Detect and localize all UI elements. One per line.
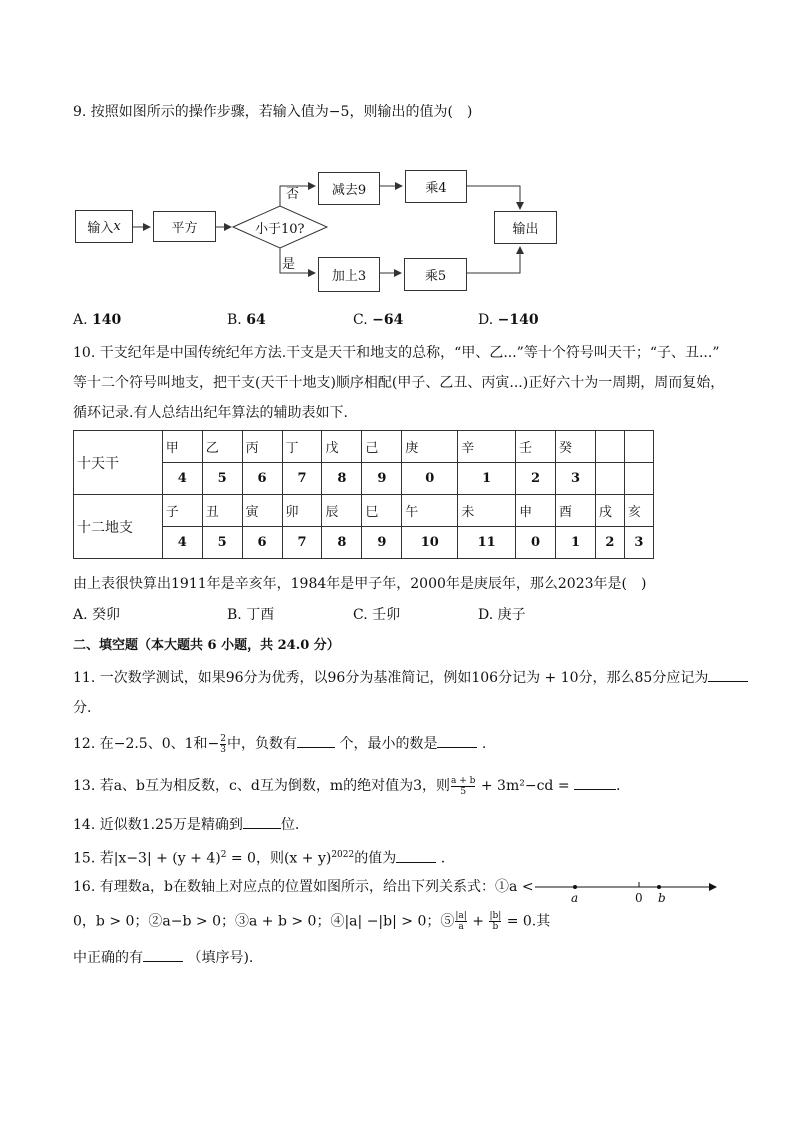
table-cell: 11 xyxy=(458,527,516,559)
table-cell: 壬 xyxy=(516,431,556,463)
q9-option-c: C. −64 xyxy=(353,312,404,328)
table-cell xyxy=(624,463,653,495)
table-cell: 未 xyxy=(458,495,516,527)
flow-input-box xyxy=(75,210,133,243)
flow-square-box xyxy=(153,211,216,242)
table-cell: 9 xyxy=(362,527,402,559)
table-cell: 2 xyxy=(516,463,556,495)
flow-mul4-label: 乘4 xyxy=(425,181,447,196)
q16-line1: 16. 有理数a，b在数轴上对应点的位置如图所示，给出下列关系式：①a < xyxy=(73,879,534,895)
table-cell: 辛 xyxy=(458,431,516,463)
flow-mul4-box xyxy=(405,170,467,203)
q14-line: 14. 近似数1.25万是精确到 位. xyxy=(73,814,299,835)
flow-input-label: 输入 xyxy=(87,221,114,236)
flow-decision-label: 小于10? xyxy=(255,222,305,237)
table-cell xyxy=(624,431,653,463)
table-cell: 巳 xyxy=(362,495,402,527)
axis-label-a: a xyxy=(571,891,579,905)
q12-fraction: $\frac{2}{3}$ xyxy=(220,733,226,755)
flow-square-label: 平方 xyxy=(171,221,198,236)
q16-line3: 中正确的有 （填序号). xyxy=(73,947,253,968)
table-cell: 丙 xyxy=(242,431,282,463)
table-cell: 9 xyxy=(362,463,402,495)
table-cell: 戊 xyxy=(322,431,362,463)
table-cell: 戌 xyxy=(595,495,624,527)
table-cell: 3 xyxy=(556,463,596,495)
table-cell: 5 xyxy=(202,463,242,495)
table-cell: 1 xyxy=(458,463,516,495)
table-cell: 卯 xyxy=(282,495,322,527)
dizhi-char-row xyxy=(74,495,654,527)
q10-line1: 10. 干支纪年是中国传统纪年方法.干支是天干和地支的总称，“甲、乙...”等十个符号叫天干；“子、丑...” xyxy=(73,345,720,361)
q9-option-d: D. −140 xyxy=(478,312,539,328)
q15-line: 15. 若$|x-3| + (y + 4)^2 = 0$，则$(x + y)^{2022}$的值为 . xyxy=(73,845,445,869)
q10-option-b: B. 丁酉 xyxy=(227,607,275,623)
q16-line2: 0，b > 0；②a−b > 0；③a + b > 0；④|a| −|b| > 0；⑤ $\frac{|a|}{a}$ + $\frac{|b|}{b}$ = 0.其 xyxy=(73,911,551,932)
flow-output-box xyxy=(494,211,557,244)
q9-stem: 9. 按照如图所示的操作步骤，若输入值为−5，则输出的值为( ) xyxy=(73,104,473,120)
table-cell: 6 xyxy=(242,527,282,559)
tiangan-char-row xyxy=(74,431,654,463)
ganzhi-table xyxy=(73,430,654,559)
q9-option-b: B. 64 xyxy=(227,312,266,328)
flow-input-var: x xyxy=(113,219,121,234)
flow-no-label: 否 xyxy=(286,187,300,202)
table-cell: 酉 xyxy=(556,495,596,527)
table-cell: 3 xyxy=(624,527,653,559)
q10-line2: 等十二个符号叫地支，把干支(天干十地支)顺序相配(甲子、乙丑、丙寅...)正好六十为一周期，周而复始， xyxy=(73,375,725,391)
table-cell: 7 xyxy=(282,527,322,559)
q11-line2: 分. xyxy=(73,700,92,716)
number-line xyxy=(530,876,724,906)
q10-option-a: A. 癸卯 xyxy=(73,607,121,623)
q11-line1: 11. 一次数学测试，如果96分为优秀，以96分为基准简记，例如106分记为 + 10分，那么85分应记为 xyxy=(73,667,748,688)
q10-line3: 循环记录.有人总结出纪年算法的辅助表如下. xyxy=(73,405,348,421)
flow-output-label: 输出 xyxy=(512,222,539,237)
q12-line: 12. 在−2.5、0、1和− $\frac{2}{3}$ 中，负数有 个，最小的数是 . xyxy=(73,733,487,755)
table-cell: 0 xyxy=(516,527,556,559)
table-cell: 癸 xyxy=(556,431,596,463)
table-cell: 8 xyxy=(322,527,362,559)
flow-add3-label: 加上3 xyxy=(331,269,367,284)
table-cell: 申 xyxy=(516,495,556,527)
table-cell: 甲 xyxy=(162,431,202,463)
q10-after: 由上表很快算出1911年是辛亥年，1984年是甲子年，2000年是庚辰年，那么2023年是( ) xyxy=(73,576,647,592)
q16-fraction-b: $\frac{|b|}{b}$ xyxy=(489,911,502,932)
table-cell: 8 xyxy=(322,463,362,495)
table-cell: 亥 xyxy=(624,495,653,527)
axis-label-zero: 0 xyxy=(635,891,643,905)
table-cell: 4 xyxy=(162,463,202,495)
flow-sub9-label: 减去9 xyxy=(331,183,367,198)
flow-yes-label: 是 xyxy=(282,257,296,272)
table-cell xyxy=(595,463,624,495)
table-cell: 6 xyxy=(242,463,282,495)
table-cell: 庚 xyxy=(402,431,458,463)
table-cell: 乙 xyxy=(202,431,242,463)
section-2-heading: 二、填空题（本大题共 6 小题，共 24.0 分） xyxy=(73,638,340,653)
table-cell: 丑 xyxy=(202,495,242,527)
tiangan-label: 十天干 xyxy=(74,431,163,495)
table-cell: 1 xyxy=(556,527,596,559)
table-cell xyxy=(595,431,624,463)
q10-option-c: C. 壬卯 xyxy=(353,607,401,623)
flow-mul5-box xyxy=(404,258,467,291)
q13-line: 13. 若a、b互为相反数，c、d互为倒数，m的绝对值为3，则 $\frac{a + b}{5}$ + 3m²−cd = . xyxy=(73,775,621,797)
table-cell: 10 xyxy=(402,527,458,559)
q9-option-a: A. 140 xyxy=(73,312,122,328)
flow-add3-box xyxy=(318,257,380,292)
table-cell: 辰 xyxy=(322,495,362,527)
table-cell: 子 xyxy=(162,495,202,527)
flow-sub9-box xyxy=(318,172,380,205)
table-cell: 0 xyxy=(402,463,458,495)
flowchart-connectors xyxy=(0,0,794,320)
q13-fraction: $\frac{a + b}{5}$ xyxy=(451,775,476,797)
table-cell: 2 xyxy=(595,527,624,559)
table-cell: 午 xyxy=(402,495,458,527)
table-cell: 寅 xyxy=(242,495,282,527)
table-cell: 丁 xyxy=(282,431,322,463)
table-cell: 4 xyxy=(162,527,202,559)
flow-mul5-label: 乘5 xyxy=(424,269,447,284)
dizhi-label: 十二地支 xyxy=(74,495,163,559)
table-cell: 己 xyxy=(362,431,402,463)
table-cell: 7 xyxy=(282,463,322,495)
table-cell: 5 xyxy=(202,527,242,559)
q10-option-d: D. 庚子 xyxy=(478,607,526,623)
q16-fraction-a: $\frac{|a|}{a}$ xyxy=(455,911,467,932)
axis-label-b: b xyxy=(658,891,666,905)
